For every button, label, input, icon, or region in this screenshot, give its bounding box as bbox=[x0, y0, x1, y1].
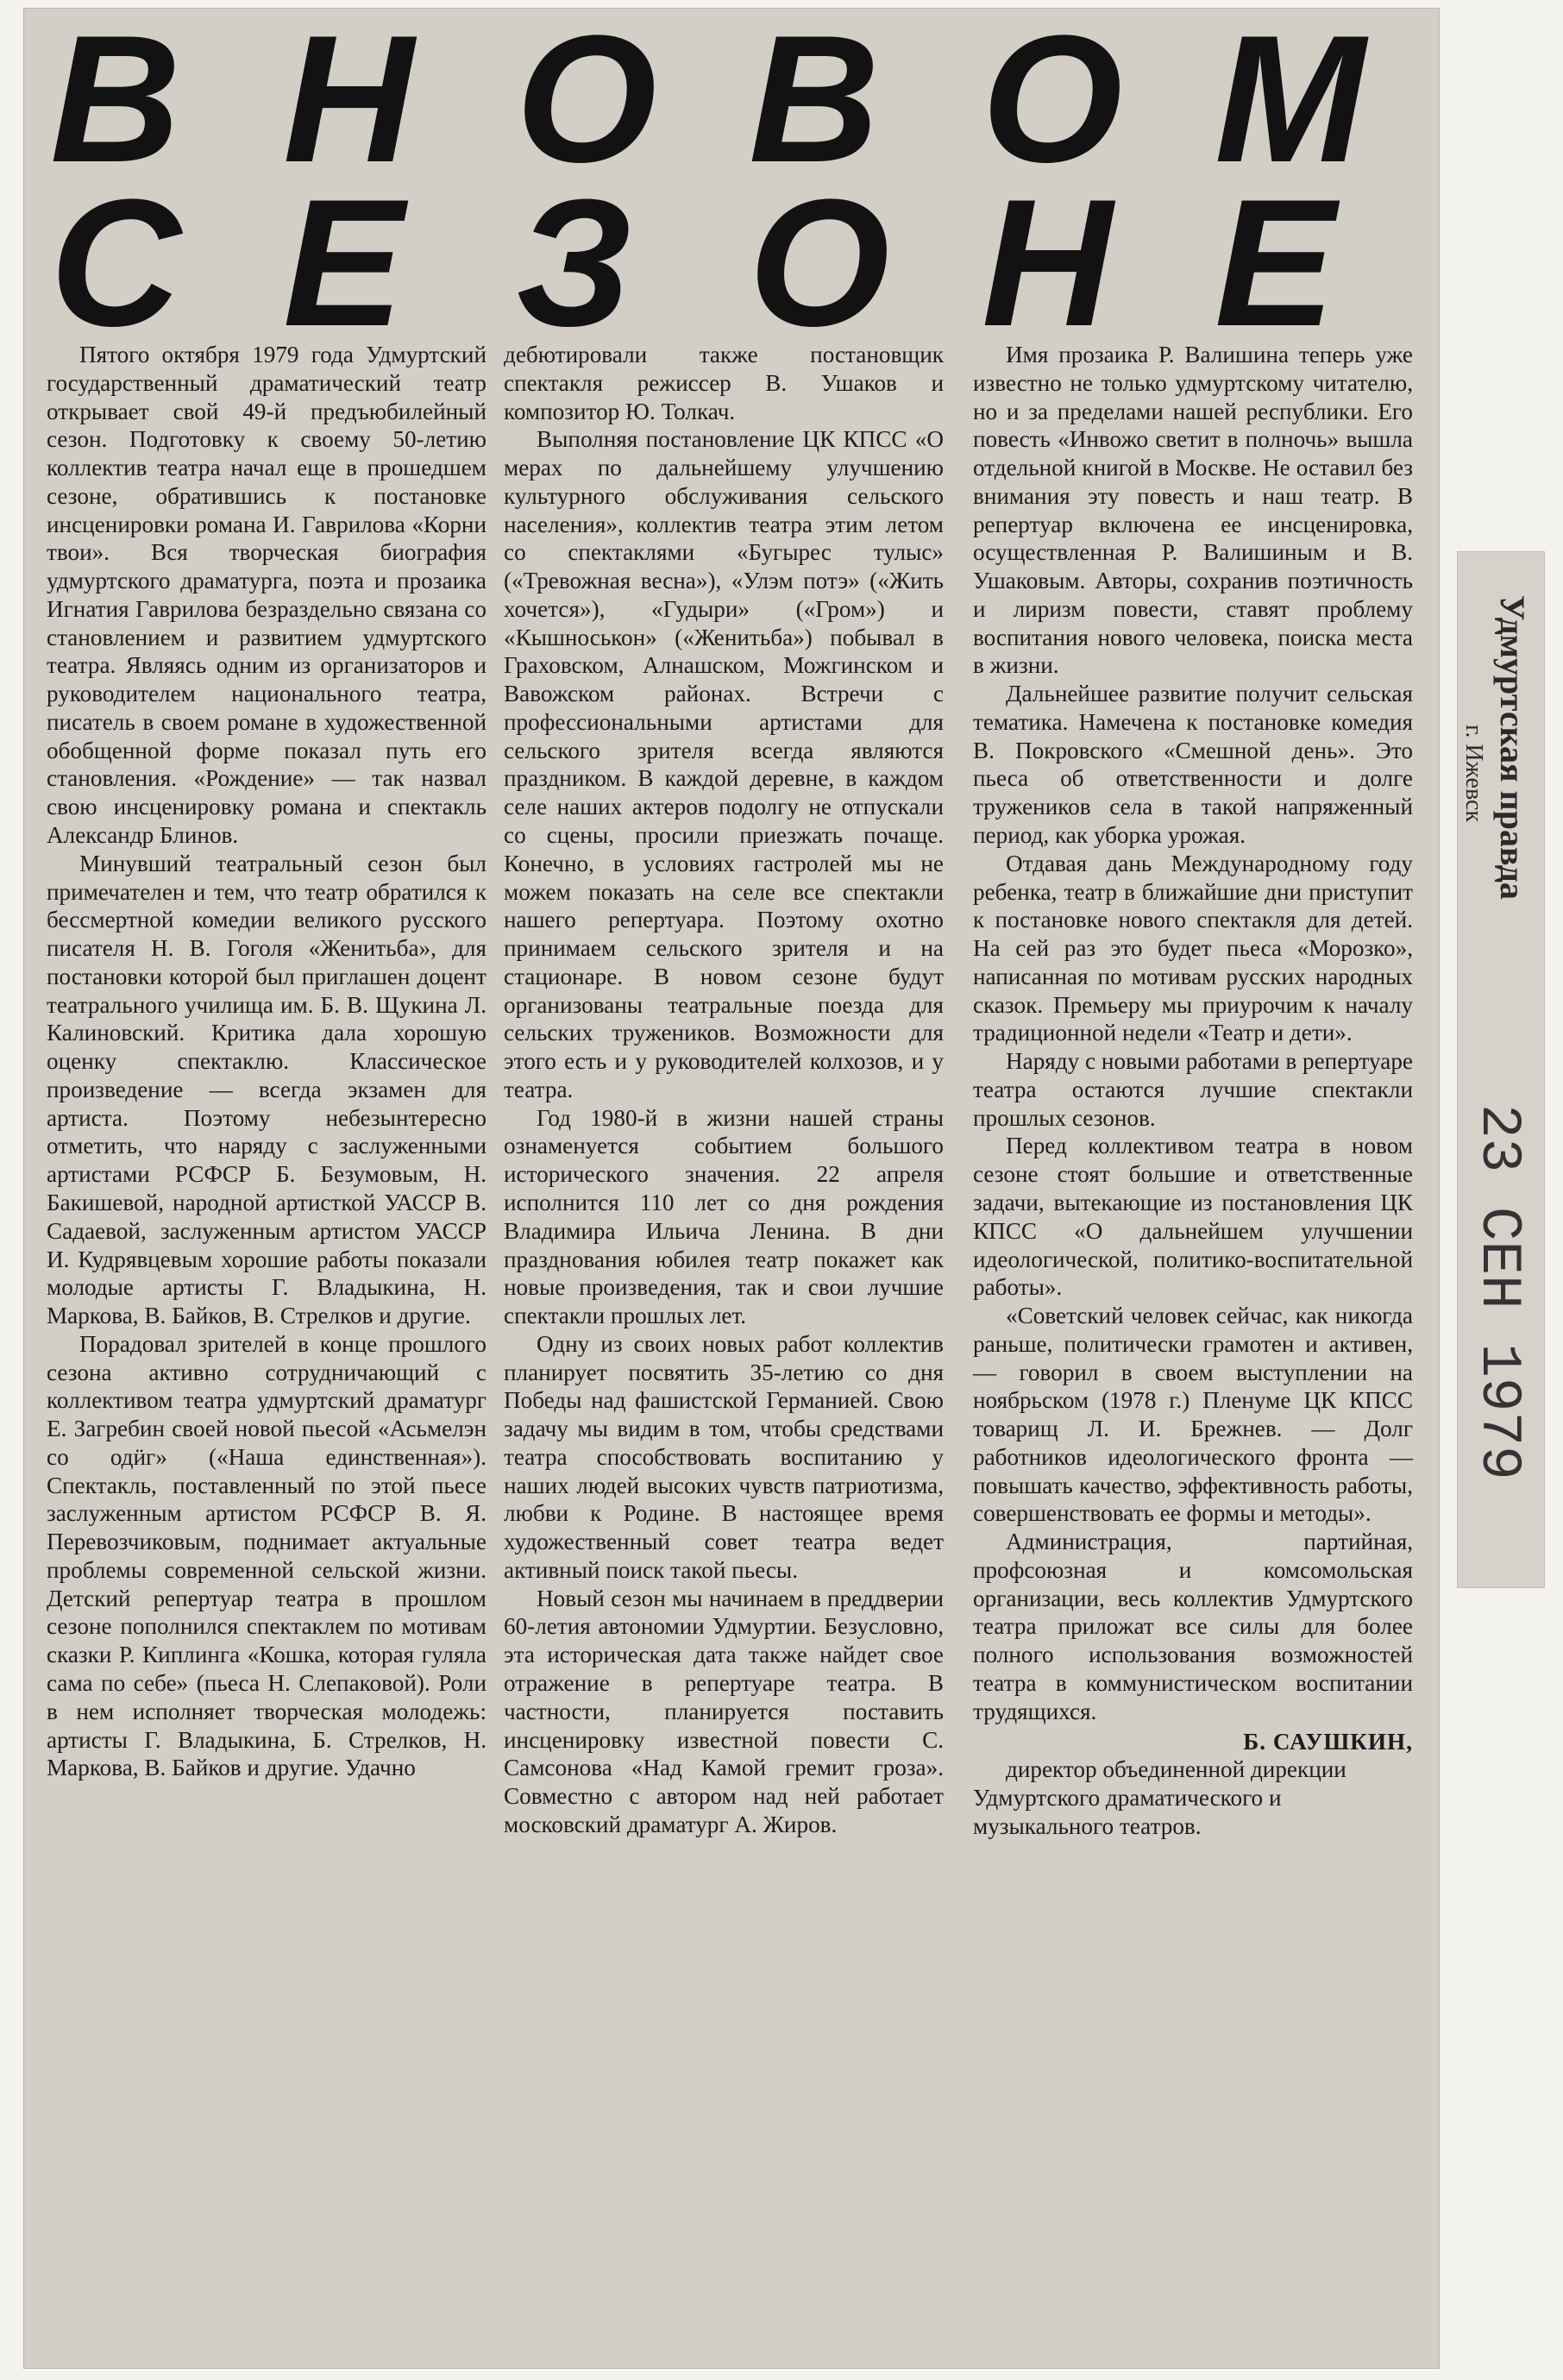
article-paragraph: Одну из своих новых работ коллектив планирует посвятить 35-летию со дня Победы над фашистской Германией. Свою задачу мы видим в том, чтобы средствами театра способствовать воспитанию у наших людей высоких чувств патриотизма, любви к Родине. В настоящее время художественный совет театра ведет активный поиск такой пьесы. bbox=[504, 1330, 944, 1583]
article-paragraph: Год 1980-й в жизни нашей страны ознаменуется событием большого исторического значения. 22 апреля исполнится 110 лет со дня рождения Владимира Ильича Ленина. В дни празднования юбилея театр покажет как новые произведения, так и свои лучшие спектакли прошлых лет. bbox=[504, 1104, 944, 1329]
headline-letter: С bbox=[50, 161, 181, 364]
headline-letter: Е bbox=[283, 161, 405, 364]
stamp-city: г. Ижевск bbox=[1460, 725, 1487, 823]
headline-letter: З bbox=[516, 161, 632, 364]
headline-letter: Е bbox=[1215, 161, 1336, 364]
stamp-date: 23 СЕН 1979 bbox=[1466, 1104, 1531, 1480]
article-paragraph: Пятого октября 1979 года Удмуртский государственный драматический театр открывает свой 49-й предъюбилейный сезон. Подготовку к своему 50-летию коллектив театра начал еще в прошедшем сезоне, обратившись к постановке инсценировки романа И. Гаврилова «Корни твои». Вся творческая биография удмуртского драматурга, поэта и прозаика Игнатия Гаврилова безраздельно связана со становлением и развитием удмуртского театра. Являясь одним из организаторов и руководителем национального театра, писатель в своем романе в художественной обобщенной форме показал путь его становления. «Рождение» — так назвал свою инсценировку романа и спектакль Александр Блинов. bbox=[47, 342, 486, 849]
article-paragraph: Выполняя постановление ЦК КПСС «О мерах по дальнейшему улучшению культурного обслуживания сельского населения», коллектив театра этим летом со спектаклями «Бугырес тулыс» («Тревожная весна»), «Улэм потэ» («Жить хочется»), «Гудыри» («Гром») и «Кышноськон» («Женитьба») побывал в Граховском, Алнашском, Можгинском и Вавожском районах. Встречи с профессиональными артистами для сельского зрителя всегда являются праздником. В каждой деревне, в каждом селе наших актеров подолгу не отпускали со сцены, просили приезжать почаще. Конечно, в условиях гастролей мы не можем показать на селе все спектакли нашего репертуара. Поэтому охотно принимаем сельского зрителя и на стационаре. В новом сезоне будут организованы театральные поезда для сельских тружеников. Возможности для этого есть и у руководителей колхозов, и у театра. bbox=[504, 426, 944, 1102]
stamp-newspaper: Удмуртская правда bbox=[1493, 595, 1532, 900]
headline-letter: Н bbox=[982, 161, 1113, 364]
headline-line-1 bbox=[24, 0, 1439, 200]
article-paragraph: Порадовал зрителей в конце прошлого сезона активно сотрудничающий с коллективом театра удмуртский драматург Е. Загребин своей новой пьесой «Асьмелэн со одӥг» («Наша единственная»). Спектакль, поставленный по этой пьесе заслуженным артистом РСФСР В. Я. Перевозчиковым, поднимает актуальные проблемы современной сельской жизни. Детский репертуар театра в прошлом сезоне пополнился спектаклем по мотивам сказки Р. Киплинга «Кошка, которая гуляла сама по себе» (пьеса Н. Слепаковой). Роли в нем исполняет творческая молодежь: артисты Г. Владыкина, Б. Стрелков, Н. Маркова, В. Байков и другие. Удачно bbox=[47, 1330, 486, 1781]
headline-letter: В bbox=[50, 0, 181, 200]
article-paragraph: Наряду с новыми работами в репертуаре театра остаются лучшие спектакли прошлых сезонов. bbox=[973, 1048, 1413, 1131]
article-paragraph: Администрация, партийная, профсоюзная и комсомольская организации, весь коллектив Удмуртского театра приложат все силы для более полного использования возможностей театра в коммунистическом воспитании трудящихся. bbox=[973, 1529, 1413, 1724]
headline-letter: О bbox=[982, 0, 1123, 200]
author-signature: Б. САУШКИН, bbox=[1243, 1728, 1413, 1755]
article-paragraph: Минувший театральный сезон был примечателен и тем, что театр обратился к бессмертной комедии великого русского писателя Н. В. Гоголя «Женитьба», для постановки которой был приглашен доцент театрального училища им. Б. В. Щукина Л. Калиновский. Критика дала хорошую оценку спектаклю. Классическое произведение — всегда экзамен для артиста. Поэтому небезынтересно отметить, что наряду с заслуженными артистами РСФСР Б. Безумовым, Н. Бакишевой, народной артисткой УАССР В. Садаевой, заслуженным артистом УАССР И. Кудрявцевым хорошие работы показали молодые артисты Г. Владыкина, Н. Маркова, В. Байков, В. Стрелков и другие. bbox=[47, 850, 486, 1329]
headline-letter: Н bbox=[283, 0, 414, 200]
article-paragraph: дебютировали также постановщик спектакля режиссер В. Ушаков и композитор Ю. Толкач. bbox=[504, 342, 944, 424]
headline-letter: О bbox=[749, 161, 890, 364]
article-paragraph: Новый сезон мы начинаем в преддверии 60-летия автономии Удмуртии. Безусловно, эта историческая дата также найдет свое отражение в репертуаре театра. В частности, планируется поставить инсценировку известной повести С. Самсонова «Над Камой гремит гроза». Совместно с автором над ней работает московский драматург А. Жиров. bbox=[504, 1585, 944, 1837]
headline-letter: О bbox=[516, 0, 657, 200]
newspaper-clipping bbox=[24, 0, 1439, 2368]
headline-letter: М bbox=[1215, 0, 1365, 200]
article-paragraph: Дальнейшее развитие получит сельская тематика. Намечена к постановке комедия В. Покровского «Смешной день». Это пьеса об ответственности и долге тружеников села в такой напряженный период, как уборка урожая. bbox=[973, 681, 1413, 849]
article-column-3 bbox=[973, 341, 1413, 1841]
article-paragraph: «Советский человек сейчас, как никогда раньше, политически грамотен и активен, — говорил в своем выступлении на ноябрьском (1978 г.) Пленуме ЦК КПСС товарищ Л. И. Брежнев. — Долг работников идеологического фронта — повышать качество, эффективность работы, совершенствовать ее формы и методы». bbox=[973, 1303, 1413, 1527]
author-title: директор объединенной дирекции Удмуртского драматического и музыкального театров. bbox=[973, 1756, 1346, 1839]
headline-letter: В bbox=[749, 0, 880, 200]
archive-stamp bbox=[1458, 552, 1544, 1587]
article-paragraph: Перед коллективом театра в новом сезоне стоят большие и ответственные задачи, вытекающие из постановления ЦК КПСС «О дальнейшем улучшении идеологической, политико-воспитательной работы». bbox=[973, 1133, 1413, 1301]
article-column-2 bbox=[504, 341, 944, 1839]
headline-line-2 bbox=[24, 161, 1439, 364]
article-paragraph: Имя прозаика Р. Валишина теперь уже известно не только удмуртскому читателю, но и за пределами нашей республики. Его повесть «Инвожо светит в полночь» вышла отдельной книгой в Москве. Не оставил без внимания эту повесть и наш театр. В репертуар включена ее инсценировка, осуществленная Р. Валишиным и В. Ушаковым. Авторы, сохранив поэтичность и лиризм повести, ставят проблему воспитания нового человека, поиска места в жизни. bbox=[973, 342, 1413, 679]
article-paragraph: Отдавая дань Международному году ребенка, театр в ближайшие дни приступит к постановке нового спектакля для детей. На сей раз это будет пьеса «Морозко», написанная по мотивам русских народных сказок. Премьеру мы приурочим к началу традиционной недели «Театр и дети». bbox=[973, 850, 1413, 1046]
article-column-1 bbox=[47, 341, 486, 1782]
